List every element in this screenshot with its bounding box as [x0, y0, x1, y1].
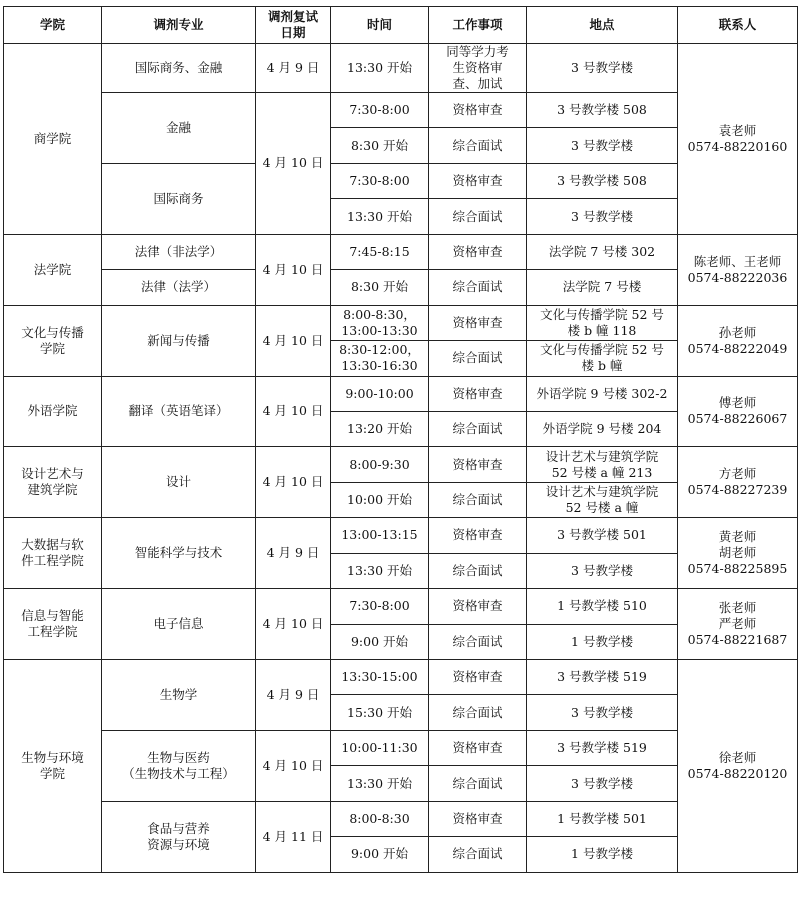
task-cell: 综合面试: [429, 128, 527, 163]
task-cell: 资格审查: [429, 801, 527, 836]
task-cell: 综合面试: [429, 624, 527, 659]
major-cell: 生物与医药 （生物技术与工程）: [102, 730, 256, 801]
place-cell: 文化与传播学院 52 号 楼 b 幢 118: [527, 305, 678, 340]
major-cell: 食品与营养 资源与环境: [102, 801, 256, 872]
time-cell: 13:30 开始: [331, 553, 429, 588]
place-cell: 文化与传播学院 52 号 楼 b 幢: [527, 341, 678, 376]
place-cell: 1 号教学楼: [527, 837, 678, 872]
task-cell: 资格审查: [429, 447, 527, 482]
time-cell: 13:20 开始: [331, 411, 429, 446]
date-cell: 4 月 9 日: [256, 660, 331, 731]
time-cell: 8:00-8:30: [331, 801, 429, 836]
date-cell: 4 月 10 日: [256, 447, 331, 518]
task-cell: 综合面试: [429, 199, 527, 234]
place-cell: 外语学院 9 号楼 204: [527, 411, 678, 446]
place-cell: 3 号教学楼 508: [527, 163, 678, 198]
college-name: 设计艺术与 建筑学院: [4, 447, 102, 518]
header-place: 地点: [527, 7, 678, 44]
time-cell: 9:00-10:00: [331, 376, 429, 411]
task-cell: 综合面试: [429, 270, 527, 305]
task-cell: 资格审查: [429, 93, 527, 128]
task-cell: 资格审查: [429, 730, 527, 765]
time-cell: 8:30 开始: [331, 128, 429, 163]
time-cell: 13:00-13:15: [331, 518, 429, 553]
task-cell: 资格审查: [429, 305, 527, 340]
contact-cell: 傅老师 0574-88226067: [678, 376, 798, 447]
major-cell: 国际商务、金融: [102, 44, 256, 93]
time-cell: 13:30 开始: [331, 199, 429, 234]
place-cell: 3 号教学楼: [527, 128, 678, 163]
table-row: [4, 518, 798, 553]
time-cell: 13:30-15:00: [331, 660, 429, 695]
date-cell: 4 月 11 日: [256, 801, 331, 872]
header-time: 时间: [331, 7, 429, 44]
task-cell: 资格审查: [429, 660, 527, 695]
task-cell: 同等学力考 生资格审 查、加试: [429, 44, 527, 93]
time-cell: 8:30 开始: [331, 270, 429, 305]
time-cell: 13:30 开始: [331, 44, 429, 93]
task-cell: 综合面试: [429, 766, 527, 801]
place-cell: 3 号教学楼: [527, 44, 678, 93]
college-name: 信息与智能 工程学院: [4, 589, 102, 660]
major-cell: 金融: [102, 93, 256, 164]
major-cell: 新闻与传播: [102, 305, 256, 376]
date-cell: 4 月 10 日: [256, 93, 331, 235]
task-cell: 综合面试: [429, 553, 527, 588]
header-row: [4, 7, 798, 44]
college-name: 法学院: [4, 234, 102, 305]
time-cell: 7:30-8:00: [331, 93, 429, 128]
time-cell: 7:45-8:15: [331, 234, 429, 269]
task-cell: 综合面试: [429, 482, 527, 517]
date-cell: 4 月 9 日: [256, 44, 331, 93]
table-row: [4, 44, 798, 93]
place-cell: 3 号教学楼: [527, 553, 678, 588]
task-cell: 综合面试: [429, 695, 527, 730]
college-name: 文化与传播 学院: [4, 305, 102, 376]
college-name: 外语学院: [4, 376, 102, 447]
time-cell: 10:00 开始: [331, 482, 429, 517]
table-row: [4, 305, 798, 340]
place-cell: 3 号教学楼 519: [527, 730, 678, 765]
place-cell: 3 号教学楼 508: [527, 93, 678, 128]
table-row: [4, 589, 798, 624]
time-cell: 15:30 开始: [331, 695, 429, 730]
time-cell: 7:30-8:00: [331, 589, 429, 624]
header-task: 工作事项: [429, 7, 527, 44]
contact-cell: 徐老师 0574-88220120: [678, 660, 798, 873]
place-cell: 3 号教学楼 519: [527, 660, 678, 695]
place-cell: 法学院 7 号楼: [527, 270, 678, 305]
major-cell: 翻译（英语笔译）: [102, 376, 256, 447]
date-cell: 4 月 10 日: [256, 376, 331, 447]
time-cell: 10:00-11:30: [331, 730, 429, 765]
major-cell: 设计: [102, 447, 256, 518]
header-date: 调剂复试 日期: [256, 7, 331, 44]
place-cell: 法学院 7 号楼 302: [527, 234, 678, 269]
time-cell: 9:00 开始: [331, 624, 429, 659]
place-cell: 3 号教学楼: [527, 766, 678, 801]
task-cell: 资格审查: [429, 518, 527, 553]
table-row: [4, 234, 798, 269]
time-cell: 8:00-8:30， 13:00-13:30: [331, 305, 429, 340]
task-cell: 资格审查: [429, 163, 527, 198]
major-cell: 法律（非法学）: [102, 234, 256, 269]
place-cell: 3 号教学楼 501: [527, 518, 678, 553]
schedule-table: [3, 6, 798, 873]
time-cell: 8:00-9:30: [331, 447, 429, 482]
header-major: 调剂专业: [102, 7, 256, 44]
place-cell: 外语学院 9 号楼 302-2: [527, 376, 678, 411]
table-row: [4, 447, 798, 482]
date-cell: 4 月 10 日: [256, 234, 331, 305]
date-cell: 4 月 10 日: [256, 305, 331, 376]
contact-cell: 张老师 严老师 0574-88221687: [678, 589, 798, 660]
date-cell: 4 月 10 日: [256, 730, 331, 801]
place-cell: 设计艺术与建筑学院 52 号楼 a 幢: [527, 482, 678, 517]
date-cell: 4 月 10 日: [256, 589, 331, 660]
task-cell: 综合面试: [429, 341, 527, 376]
table-row: [4, 660, 798, 695]
time-cell: 7:30-8:00: [331, 163, 429, 198]
major-cell: 智能科学与技术: [102, 518, 256, 589]
task-cell: 资格审查: [429, 234, 527, 269]
place-cell: 1 号教学楼: [527, 624, 678, 659]
time-cell: 9:00 开始: [331, 837, 429, 872]
header-college: 学院: [4, 7, 102, 44]
college-name: 大数据与软 件工程学院: [4, 518, 102, 589]
college-name: 商学院: [4, 44, 102, 235]
task-cell: 资格审查: [429, 376, 527, 411]
time-cell: 8:30-12:00， 13:30-16:30: [331, 341, 429, 376]
place-cell: 3 号教学楼: [527, 199, 678, 234]
contact-cell: 方老师 0574-88227239: [678, 447, 798, 518]
date-cell: 4 月 9 日: [256, 518, 331, 589]
task-cell: 综合面试: [429, 837, 527, 872]
place-cell: 3 号教学楼: [527, 695, 678, 730]
contact-cell: 陈老师、王老师 0574-88222036: [678, 234, 798, 305]
task-cell: 综合面试: [429, 411, 527, 446]
major-cell: 法律（法学）: [102, 270, 256, 305]
time-cell: 13:30 开始: [331, 766, 429, 801]
header-contact: 联系人: [678, 7, 798, 44]
major-cell: 电子信息: [102, 589, 256, 660]
contact-cell: 袁老师 0574-88220160: [678, 44, 798, 235]
contact-cell: 黄老师 胡老师 0574-88225895: [678, 518, 798, 589]
contact-cell: 孙老师 0574-88222049: [678, 305, 798, 376]
task-cell: 资格审查: [429, 589, 527, 624]
major-cell: 国际商务: [102, 163, 256, 234]
place-cell: 1 号教学楼 501: [527, 801, 678, 836]
table-row: [4, 376, 798, 411]
college-name: 生物与环境 学院: [4, 660, 102, 873]
major-cell: 生物学: [102, 660, 256, 731]
place-cell: 设计艺术与建筑学院 52 号楼 a 幢 213: [527, 447, 678, 482]
place-cell: 1 号教学楼 510: [527, 589, 678, 624]
